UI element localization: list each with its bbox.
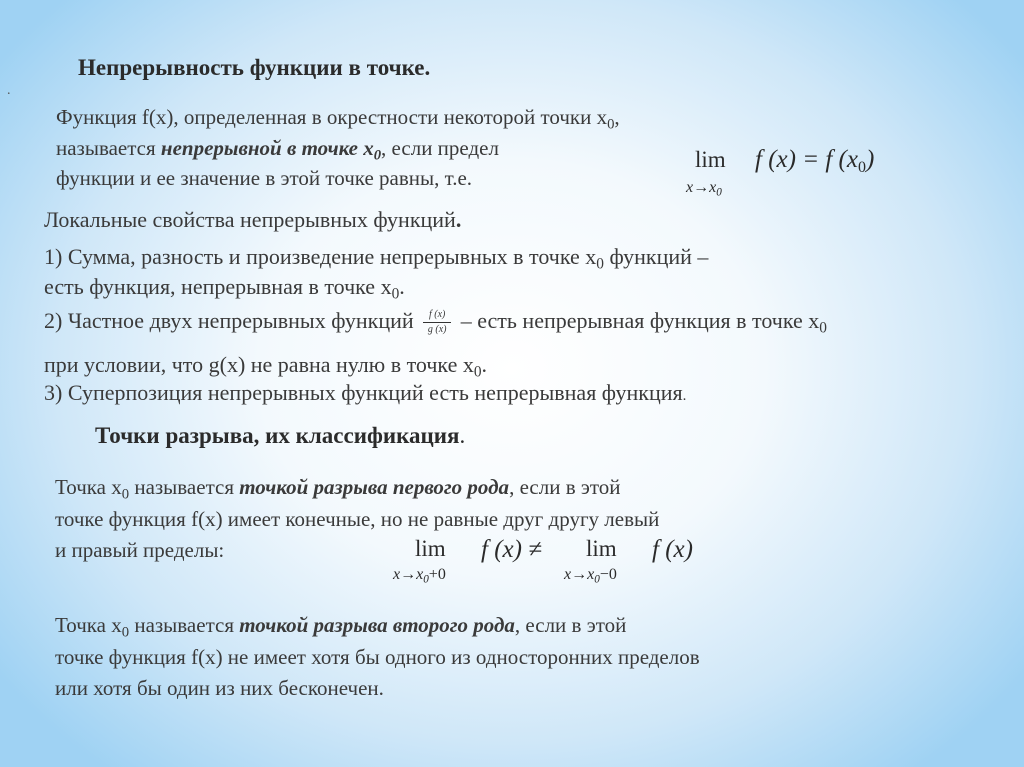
lim-left-subscript: $x\to x_0+0$: [393, 566, 446, 586]
lim-right-body: f (x): [652, 536, 693, 563]
lim-right-subscript: $x\to x_0-0$: [564, 566, 617, 586]
property-2-line-1: 2) Частное двух непрерывных функций $\frac{f (x)}{g (x)}$ – есть непрерывная функция в точке $x_0$: [44, 308, 827, 337]
definition-line-3: функции и ее значение в этой точке равны, т.е.: [56, 166, 473, 190]
first-kind-line-3: и правый пределы:: [55, 538, 225, 562]
property-3: 3) Суперпозиция непрерывных функций есть непрерывная функция.: [44, 380, 687, 405]
second-kind-line-1: Точка $x_0$ называется точкой разрыва второго рода, если в этой: [55, 613, 627, 641]
local-properties-title: Локальные свойства непрерывных функций.: [44, 207, 462, 232]
property-1-line-1: 1) Сумма, разность и произведение непрерывных в точке $x_0$ функций –: [44, 244, 709, 273]
definition-line-2: называется непрерывной в точке $x_0$, если предел: [56, 136, 499, 164]
lim-word: lim: [695, 147, 726, 172]
second-kind-line-3: или хотя бы один из них бесконечен.: [55, 676, 384, 700]
limit-body: f (x) = f $(x_0)$: [755, 146, 875, 176]
property-1-line-2: есть функция, непрерывная в точке $x_0$.: [44, 274, 405, 303]
heading-break-points: Точки разрыва, их классификация.: [95, 423, 466, 448]
second-kind-line-2: точке функция f(x) не имеет хотя бы одного из односторонних пределов: [55, 645, 700, 669]
first-kind-line-2: точке функция f(x) имеет конечные, но не равные друг другу левый: [55, 507, 660, 531]
heading-continuity: Непрерывность функции в точке.: [78, 55, 431, 80]
stray-dot: .: [7, 83, 11, 98]
property-2-line-2: при условии, что g(x) не равна нулю в точке $x_0$.: [44, 352, 488, 381]
definition-line-1: Функция f(x), определенная в окрестности некоторой точки $x_0$,: [56, 105, 620, 133]
limit-subscript: $x\to x_0$: [686, 179, 722, 199]
limit-formula: [695, 147, 726, 173]
lim-left: lim: [415, 536, 446, 561]
first-kind-line-1: Точка $x_0$ называется точкой разрыва первого рода, если в этой: [55, 475, 621, 503]
fraction-f-over-g: $\frac{f (x)}{g (x)}$: [423, 309, 451, 336]
lim-right: lim: [586, 536, 617, 561]
lim-left-body: f (x) ≠: [481, 536, 542, 563]
